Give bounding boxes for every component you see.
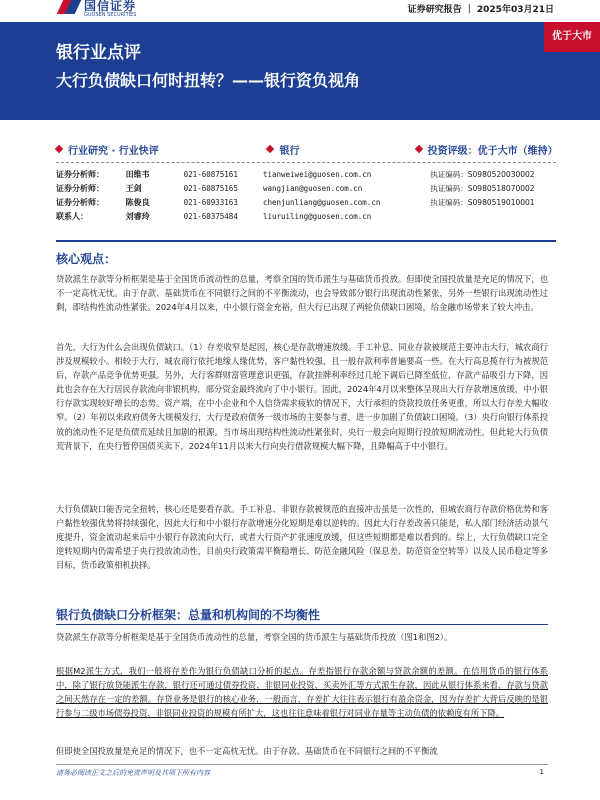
analyst-license: 执证编码：S0980519010001 — [430, 198, 535, 207]
section-divider — [56, 624, 548, 625]
analyst-role: 证券分析师： — [56, 170, 104, 179]
report-title: 银行业点评 — [56, 43, 141, 63]
report-type-date: 证券研究报告 ｜ 2025年03月21日 — [407, 5, 554, 15]
analyst-email[interactable]: wangjian@guosen.com.cn — [262, 184, 363, 193]
top-bar — [0, 0, 600, 22]
analyst-name: 田维韦 — [125, 170, 150, 179]
diamond-icon — [55, 145, 63, 153]
footer-divider — [56, 764, 548, 765]
analyst-list — [56, 168, 556, 224]
report-info — [56, 140, 558, 221]
core-paragraph-1: 贷款派生存款等分析框架是基于全国货币流动性的总量，考察全国的货币派生与基础货币投放。但即使全国投放量是充足的情况下，也不一定高枕无忧。由于存款、基础货币在不同银行之间的不平衡流动，也会导致部分银行出现流动性紧张，另外一些银行出现流动性过剩，即结构性流动性紧张。2024年4月以来，中小银行资金充裕，但大行已出现了两轮负债缺口困境，给金融市场带来了较大冲击。 — [56, 274, 548, 313]
contact-email[interactable]: liuruiling@guosen.com.cn — [262, 212, 372, 221]
analyst-email[interactable]: tianweiwei@guosen.com.cn — [262, 170, 372, 179]
rating-tab: 优于大市 — [544, 22, 600, 52]
page-number: 1 — [539, 768, 544, 776]
framework-paragraph-1: 贷款派生存款等分析框架是基于全国货币流动性的总量，考察全国的货币派生与基础货币投放（图1和图2）。 — [56, 632, 453, 642]
logo-name-cn: 国信证券 — [84, 0, 137, 13]
info-divider — [56, 240, 556, 242]
core-paragraph-2: 首先，大行为什么会出现负债缺口。（1）存差收窄是起因，核心是存款增速放缓。手工补息、同业存款被规范主要冲击大行，城农商行涉及规模较小。相较于大行，城农商行依托地缘人缘优势，客户黏性较强，且一般存款利率普遍要高一些。在大行高息揽存行为被规范后，存款产品竞争优势更强。另外，大行客群财富管理意识更强，存款挂牌利率经过几轮下调后已降至低位，存款产品吸引力下降，因此也会存在大行居民存款流向非银机构，部分资金最终流向了中小银行。因此，2024年4月以来整体呈现出大行存款增速放缓，中小银行存款实现较好增长的态势。资产端，在中小企业和个人信贷需求疲软的情况下，大行承担的贷款投放任务更重，所以大行存差大幅收窄。（2）年初以来政府债务大规模发行，大行是政府债务一级市场的主要参与者，进一步加剧了负债缺口困境。（3）央行向银行体系投放的流动性不足是负债荒延续且加剧的根源。当市场出现结构性流动性紧张时，央行一般会向短期行投放短期流动性。但此轮大行负债荒背景下，在央行暂停国债买卖下，2024年11月以来大行向央行借款规模大幅下降，且降幅高于中小银行。 — [56, 342, 548, 451]
core-paragraph-3: 大行负债缺口能否完全扭转，核心还是要看存款。手工补息、非银存款被规范的直接冲击虽是一次性的，但城农商行存款价格优势和客户黏性较强优势将持续强化，因此大行和中小银行存款增速分化短期是难以逆转的。因此大行存差改善只能是，私人部门经济活动景气度提升，资金流动起来后中小银行存款流向大行，或者大行资产扩张速度放缓，但这些短期都是难以看到的。综上，大行负债缺口完全逆转短期内仍需希望于央行投放流动性，目前央行政策需平衡稳增长、防范金融风险（保息差、防范资金空转等）以及人民币稳定等多目标，货币政策相机抉择。 — [56, 504, 548, 571]
contact-role: 联系人： — [56, 212, 88, 221]
contact-phone: 021-60375484 — [183, 212, 238, 221]
logo-mark-icon — [58, 0, 80, 16]
contact-name: 刘睿玲 — [125, 212, 150, 221]
analyst-phone: 021-60875165 — [183, 184, 238, 193]
analyst-license: 执证编码：S0980518070002 — [430, 184, 535, 193]
logo-name-en: GUOSEN SECURITIES — [84, 12, 137, 18]
diamond-icon — [266, 145, 274, 153]
core-views-heading: 核心观点： — [56, 252, 117, 266]
report-subtitle: 大行负债缺口何时扭转？——银行资负视角 — [56, 71, 361, 90]
dashed-divider — [56, 162, 556, 163]
contact-license — [430, 210, 556, 224]
analyst-row — [56, 182, 556, 196]
title-banner — [0, 22, 600, 120]
analyst-license: 执证编码：S0980520030002 — [430, 170, 535, 179]
analyst-role: 证券分析师： — [56, 184, 104, 193]
diamond-icon — [414, 145, 422, 153]
research-type: 行业研究 · 行业快评 — [68, 145, 159, 157]
company-logo — [58, 0, 136, 18]
industry-label: 银行 — [279, 145, 300, 157]
analyst-row — [56, 210, 556, 224]
framework-paragraph-3: 但即使全国投放量是充足的情况下，也不一定高枕无忧。由于存款、基础货币在不同银行之间的不平衡流 — [56, 746, 438, 756]
analyst-phone: 021-60875161 — [183, 170, 238, 179]
analyst-name: 王剑 — [125, 184, 142, 193]
analyst-email[interactable]: chenjunliang@guosen.com.cn — [262, 198, 381, 207]
investment-rating: 投资评级：优于大市（维持） — [427, 145, 558, 157]
analyst-phone: 021-60933163 — [183, 198, 238, 207]
disclaimer-note: 请务必阅读正文之后的免责声明及其项下所有内容 — [56, 769, 210, 777]
analyst-row — [56, 168, 556, 182]
framework-paragraph-2: 根据M2派生方式，我们一般将存差作为银行负债缺口分析的起点。存差指银行存款余额与贷款余额的差额。在信用货币的银行体系中，除了银行放贷能派生存款，银行还可通过债券投资、非银同业投资、买卖外汇等方式派生存款，因此从银行体系来看，存款与贷款之间天然存在一定的差额。存贷业务是银行的核心业务，一般而言，存差扩大往往表示银行有盈余资金，因为存差扩大背后反映的是银行参与二级市场债券投资、非银同业投资的规模有所扩大，这也往往意味着银行对同业存量等主动负债的依赖度有所下降。 — [56, 666, 548, 719]
analyst-role: 证券分析师： — [56, 198, 104, 207]
analyst-name: 陈俊良 — [125, 198, 150, 207]
analyst-row — [56, 196, 556, 210]
framework-heading: 银行负债缺口分析框架：总量和机构间的不均衡性 — [56, 608, 321, 622]
